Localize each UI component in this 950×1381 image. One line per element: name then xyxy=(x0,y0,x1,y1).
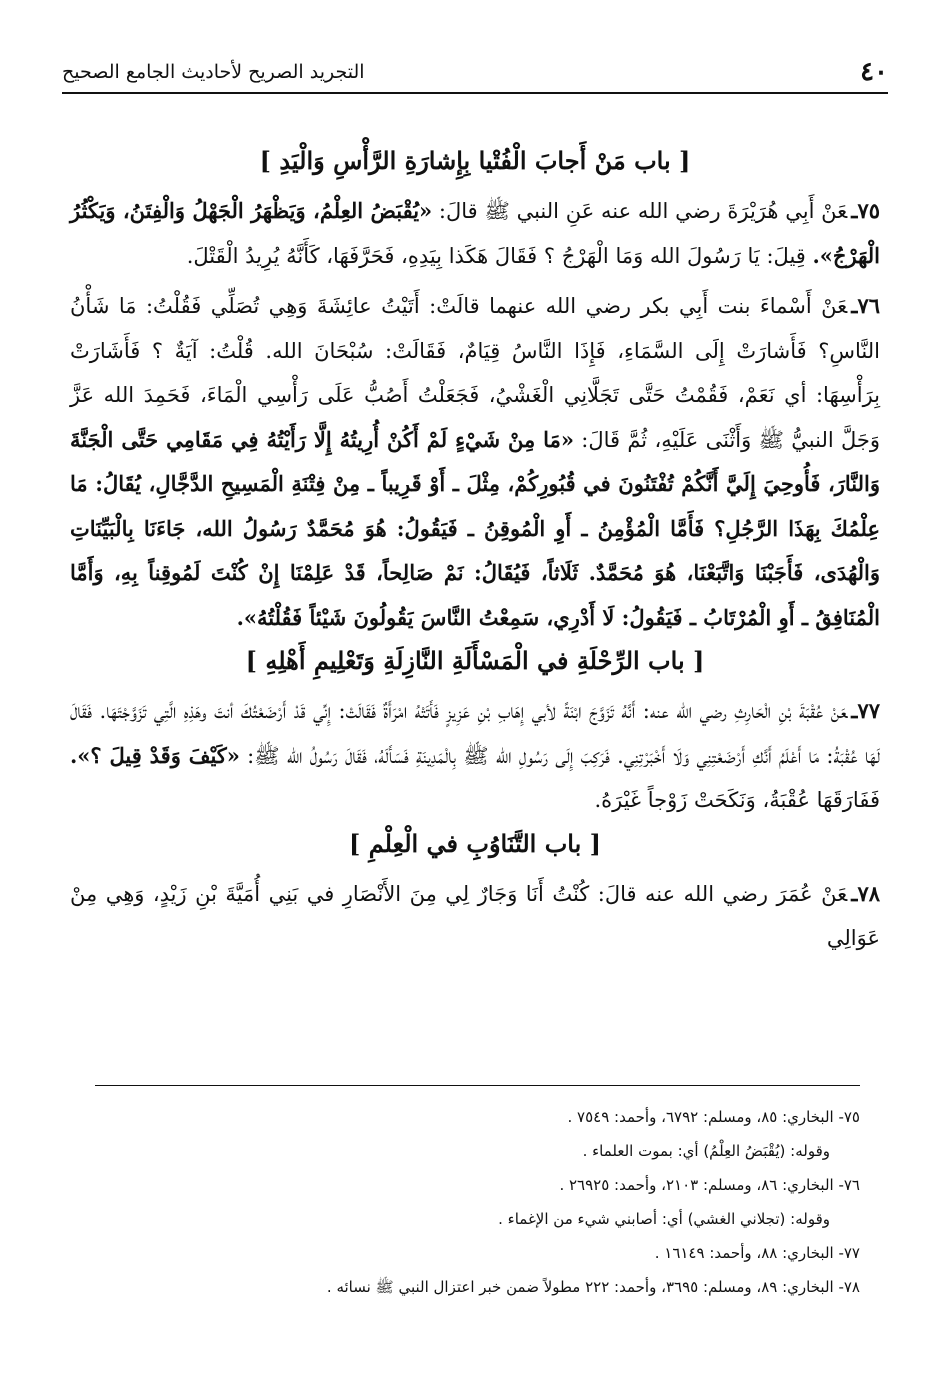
prophetic-saying: «يُقْبَضُ العِلْمُ، وَيَظْهَرُ الْجَهْلُ وَالْفِتَنُ، وَيَكْثُرُ الْهَرْجُ». xyxy=(70,198,880,268)
running-title: التجريد الصريح لأحاديث الجامع الصحيح xyxy=(62,61,365,83)
hadith-number: ٧٧ـ xyxy=(851,698,880,723)
prophetic-saying: «مَا مِنْ شَيْءٍ لَمْ أَكُنْ أُرِيتُهُ إِلَّا رَأَيْتُهُ فِي مَقَامِي حَتَّى الْجَنَّةَ وَالنَّارَ، فَأُوحِيَ إِلَيَّ أَنَّكُمْ تُفْتَنُونَ في قُبُورِكُمْ، مِثْلَ ـ أَوْ قَرِيباً ـ مِنْ فِتْنَةِ الْمَسِيحِ الدَّجَّالِ، يُقَالُ: مَا عِلْمُكَ بِهَذَا الرَّجُلِ؟ فَأَمَّا الْمُؤْمِنُ ـ أَوِ الْمُوقِنُ ـ فَيَقُولُ: هُوَ مُحَمَّدٌ رَسُولُ الله، جَاءَنَا بِالْبَيِّنَاتِ وَالْهُدَى، فَأَجَبْنَا وَاتَّبَعْنَا، هُوَ مُحَمَّدٌ. ثَلَاثاً، فَيُقَالُ: نَمْ صَالِحاً، قَدْ عَلِمْنَا إِنْ كُنْتَ لَمُوقِناً بِهِ، وَأَمَّا الْمُنَافِقُ ـ أَوِ الْمُرْتَابُ ـ فَيَقُولُ: لَا أَدْرِي، سَمِعْتُ النَّاسَ يَقُولُونَ شَيْئاً فَقُلْتُهُ». xyxy=(70,426,880,630)
footnote-75: ٧٥- البخاري: ٨٥، ومسلم: ٦٧٩٢، وأحمد: ٧٥٤٩ . xyxy=(567,1108,860,1126)
footnote-divider xyxy=(95,1085,860,1086)
footnote-77: ٧٧- البخاري: ٨٨، وأحمد: ١٦١٤٩ . xyxy=(654,1244,860,1262)
footnote-78: ٧٨- البخاري: ٨٩، ومسلم: ٣٦٩٥، وأحمد: ٢٢٢ مطولاً ضمن خبر اعتزال النبي ﷺ نسائه . xyxy=(326,1278,860,1296)
chapter-heading: [ باب التَّنَاوُبِ في الْعِلْمِ ] xyxy=(349,828,601,858)
main-text xyxy=(70,140,880,967)
hadith-text: عَنْ عُقْبَةَ بْنِ الْحَارِثِ رضي الله عنه: أَنَّهُ تَزَوَّجَ ابْنَةً لأبي إِهَابِ بْنِ عَزِيزٍ فَأَتَتْهُ امْرَأَةٌ فَقَالَتْ: إِنِّي قَدْ أَرْضَعْتُكَ أنتَ وهَذِهِ الَّتِي تَزَوَّجْتَهَا. فَقَالَ لَهَا عُقْبَةُ: مَا أَعْلَمُ أَنَّكِ أَرْضَعْتِنِي وَلَا أَخْبَرْتِنِي. فَرَكِبَ إِلَى رَسُولِ الله ﷺ بِالْمَدِينَةِ فَسَأَلَهُ، فَقَالَ رَسُولُ الله ﷺ: xyxy=(70,699,880,768)
hadith-78 xyxy=(70,872,880,961)
page-number: ٤٠ xyxy=(860,57,888,87)
chapter-heading: [ باب الرِّحْلَةِ في الْمَسْأَلَةِ النَّازِلَةِ وَتَعْلِيمِ أَهْلِهِ ] xyxy=(245,646,705,675)
hadith-text: عَنْ أَبِي هُرَيْرَةَ رضي الله عنه عَنِ النبي ﷺ قالَ: xyxy=(432,199,848,223)
page-header xyxy=(62,52,888,94)
footnote-76: ٧٦- البخاري: ٨٦، ومسلم: ٢١٠٣، وأحمد: ٢٦٩٢٥ . xyxy=(559,1176,860,1194)
footnote-76-note: وقوله: (تجلاني الغشي) أي: أصابني شيء من الإغماء . xyxy=(498,1210,830,1228)
hadith-text: قِيلَ: يَا رَسُولَ الله وَمَا الْهَرْجُ ؟ فَقَالَ هَكَذا بِيَدِهِ، فَحَرَّفَهَا، كَأَنَّهُ يُرِيدُ الْقَتْلَ. xyxy=(186,243,813,268)
hadith-77 xyxy=(70,689,880,823)
hadith-text: عَنْ عُمَرَ رضي الله عنه قالَ: كُنْتُ أَنَا وَجَارٌ لِي مِنَ الأَنْصَارِ في بَنِي أُمَيَّةَ بْنِ زَيْدٍ، وَهِي مِنْ عَوَالِي xyxy=(70,881,880,950)
chapter-heading: [ باب مَنْ أَجابَ الْفُتْيا بِإِشارَةِ الرَّأْسِ وَالْيَدِ ] xyxy=(259,146,691,175)
hadith-number: ٧٨ـ xyxy=(851,880,880,906)
hadith-text: فَفَارَقَهَا عُقْبَةُ، وَنَكَحَتْ زَوْجاً غَيْرَهُ. xyxy=(594,788,880,812)
hadith-text: عَنْ أَسْماءَ بنت أَبِي بكر رضي الله عنهما قالَتْ: أَتَيْتُ عائِشَةَ وَهِي تُصَلِّي فَقُلْتُ: مَا شَأْنُ النَّاسِ؟ فَأَشارَتْ إِلَى السَّمَاءِ، فَإِذَا النَّاسُ قِيَامٌ، فَقَالَتْ: سُبْحَانَ الله. قُلْتُ: آيَةٌ ؟ فَأَشَارَتْ بِرَأْسِهَا: أي نَعَمْ، فَقُمْتُ حَتَّى تَجَلَّانِي الْغَشْيُ، فَجَعَلْتُ أَصُبُّ عَلَى رَأْسِي الْمَاءَ، فَحَمِدَ الله عَزَّ وَجَلَّ النبيُّ ﷺ وَأَثْنَى عَلَيْهِ، ثُمَّ قَالَ: xyxy=(70,294,881,452)
hadith-75 xyxy=(70,189,880,278)
hadith-number: ٧٥ـ xyxy=(851,198,880,223)
footnotes xyxy=(70,1100,860,1304)
hadith-76 xyxy=(70,284,880,640)
prophetic-saying: «كَيْفَ وَقَدْ قِيلَ ؟». xyxy=(70,742,240,768)
footnote-75-note: وقوله: (يُقْبَضُ العِلْمُ) أي: بموت العلماء . xyxy=(582,1142,830,1160)
hadith-number: ٧٦ـ xyxy=(851,293,880,318)
